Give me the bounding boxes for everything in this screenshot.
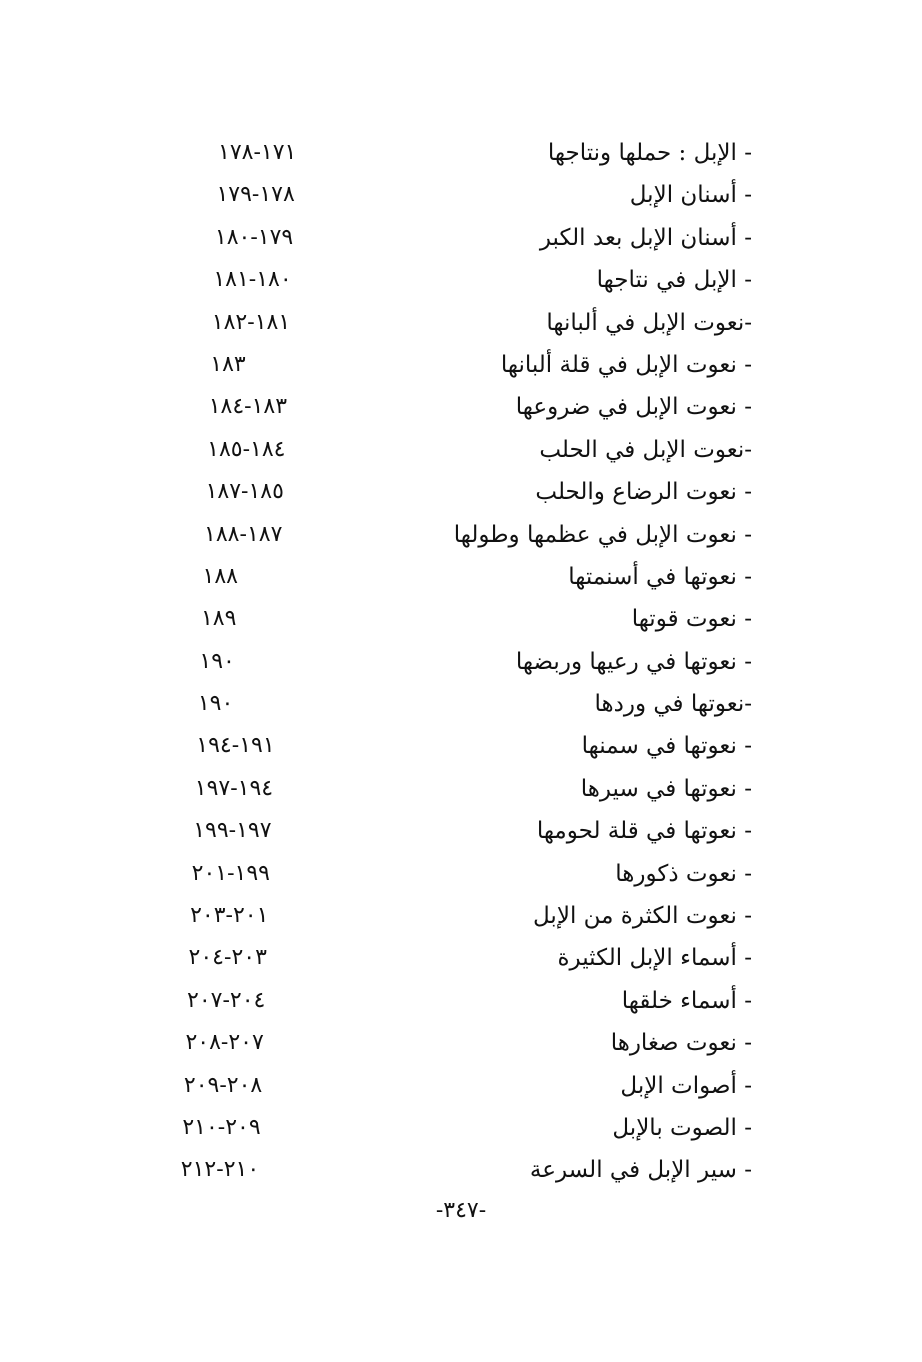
toc-entry-title: - سير الإبل في السرعة	[529, 1157, 752, 1184]
toc-entry-pages: ١٨٩	[200, 606, 237, 632]
toc-entry	[150, 1067, 770, 1109]
toc-entry-pages: ١٨٧-١٨٨	[204, 521, 283, 547]
toc-entry	[150, 473, 770, 515]
toc-entry	[150, 1109, 770, 1151]
toc-entry-pages: ١٨٠-١٨١	[213, 267, 292, 293]
toc-entry	[150, 727, 770, 769]
page-number: -٣٤٧-	[435, 1198, 487, 1223]
toc-entry-title: - أسماء خلقها	[621, 987, 752, 1014]
toc-entry	[150, 897, 770, 939]
toc-entry-pages: ١٨٣-١٨٤	[208, 394, 288, 420]
table-of-contents	[150, 134, 770, 1194]
toc-entry-title: - نعوتها في رعيها وربضها	[515, 648, 752, 675]
toc-entry	[150, 176, 770, 218]
toc-entry	[150, 600, 770, 642]
toc-entry-title: - نعوتها في أسنمتها	[568, 563, 752, 590]
toc-entry	[150, 1024, 770, 1066]
toc-entry	[150, 134, 770, 176]
toc-entry	[150, 1151, 770, 1193]
toc-entry	[150, 770, 770, 812]
toc-entry-pages: ١٨٨	[202, 563, 238, 589]
toc-entry-title: - نعوت الإبل في عظمها وطولها	[453, 521, 752, 548]
toc-entry-pages: ٢٠٧-٢٠٨	[185, 1030, 264, 1056]
toc-entry	[150, 516, 770, 558]
toc-entry-title: - أسنان الإبل	[629, 182, 752, 209]
toc-entry-title: - نعوتها في قلة لحومها	[536, 818, 752, 845]
toc-entry-title: - الإبل في نتاجها	[596, 267, 752, 294]
toc-entry-pages: ١٩١-١٩٤	[196, 733, 275, 759]
toc-entry-pages: ١٨٣	[210, 351, 246, 377]
toc-entry-pages: ١٨١-١٨٢	[211, 309, 291, 335]
toc-entry	[150, 685, 770, 727]
toc-entry	[150, 812, 770, 854]
toc-entry	[150, 982, 770, 1024]
toc-entry-pages: ١٩٩-٢٠١	[191, 860, 270, 886]
toc-entry-pages: ١٧٩-١٨٠	[214, 224, 294, 250]
toc-entry-title: - أسماء الإبل الكثيرة	[557, 945, 752, 972]
toc-entry	[150, 261, 770, 303]
toc-entry-pages: ١٧٨-١٧٩	[216, 182, 295, 208]
toc-entry-title: - نعوتها في سمنها	[581, 733, 752, 760]
toc-entry-pages: ١٧١-١٧٨	[218, 140, 297, 165]
toc-entry	[150, 558, 770, 600]
toc-entry-title: - نعوت ذكورها	[615, 860, 752, 887]
toc-entry-title: -نعوت الإبل في ألبانها	[546, 309, 752, 336]
toc-entry-title: -نعوت الإبل في الحلب	[539, 436, 752, 463]
toc-entry-title: - نعوت صغارها	[610, 1030, 752, 1057]
toc-entry	[150, 939, 770, 981]
toc-entry-title: - نعوت الرضاع والحلب	[535, 479, 752, 506]
toc-entry-pages: ٢١٠-٢١٢	[180, 1157, 260, 1183]
toc-entry-pages: ١٨٤-١٨٥	[207, 436, 286, 462]
toc-entry-pages: ١٩٤-١٩٧	[194, 775, 274, 801]
toc-entry-title: - الإبل : حملها ونتاجها	[547, 140, 752, 166]
toc-entry-title: - أسنان الإبل بعد الكبر	[539, 224, 752, 251]
toc-entry	[150, 346, 770, 388]
toc-entry	[150, 304, 770, 346]
toc-entry-pages: ١٩٠	[199, 648, 235, 674]
toc-entry-pages: ٢٠١-٢٠٣	[190, 903, 269, 929]
toc-entry	[150, 855, 770, 897]
toc-entry-pages: ٢٠٨-٢٠٩	[183, 1072, 263, 1098]
toc-entry	[150, 643, 770, 685]
toc-entry-title: -نعوتها في وردها	[594, 691, 752, 718]
toc-entry-title: - نعوت الإبل في ضروعها	[515, 394, 752, 421]
toc-entry-pages: ٢٠٩-٢١٠	[182, 1114, 261, 1140]
toc-entry	[150, 388, 770, 430]
toc-entry	[150, 219, 770, 261]
toc-entry-pages: ١٩٠	[197, 691, 234, 717]
toc-entry-pages: ٢٠٤-٢٠٧	[187, 987, 266, 1013]
toc-entry-title: - نعوتها في سيرها	[580, 775, 752, 802]
toc-entry-title: - نعوت الإبل في قلة ألبانها	[500, 351, 752, 378]
toc-entry-title: - نعوت قوتها	[631, 606, 752, 633]
toc-entry-title: - أصوات الإبل	[620, 1072, 752, 1099]
toc-entry-title: - الصوت بالإبل	[612, 1114, 752, 1141]
toc-entry-pages: ٢٠٣-٢٠٤	[188, 945, 267, 971]
toc-entry-pages: ١٨٥-١٨٧	[205, 479, 284, 505]
toc-entry	[150, 431, 770, 473]
toc-entry-pages: ١٩٧-١٩٩	[193, 818, 272, 844]
toc-entry-title: - نعوت الكثرة من الإبل	[533, 903, 752, 930]
